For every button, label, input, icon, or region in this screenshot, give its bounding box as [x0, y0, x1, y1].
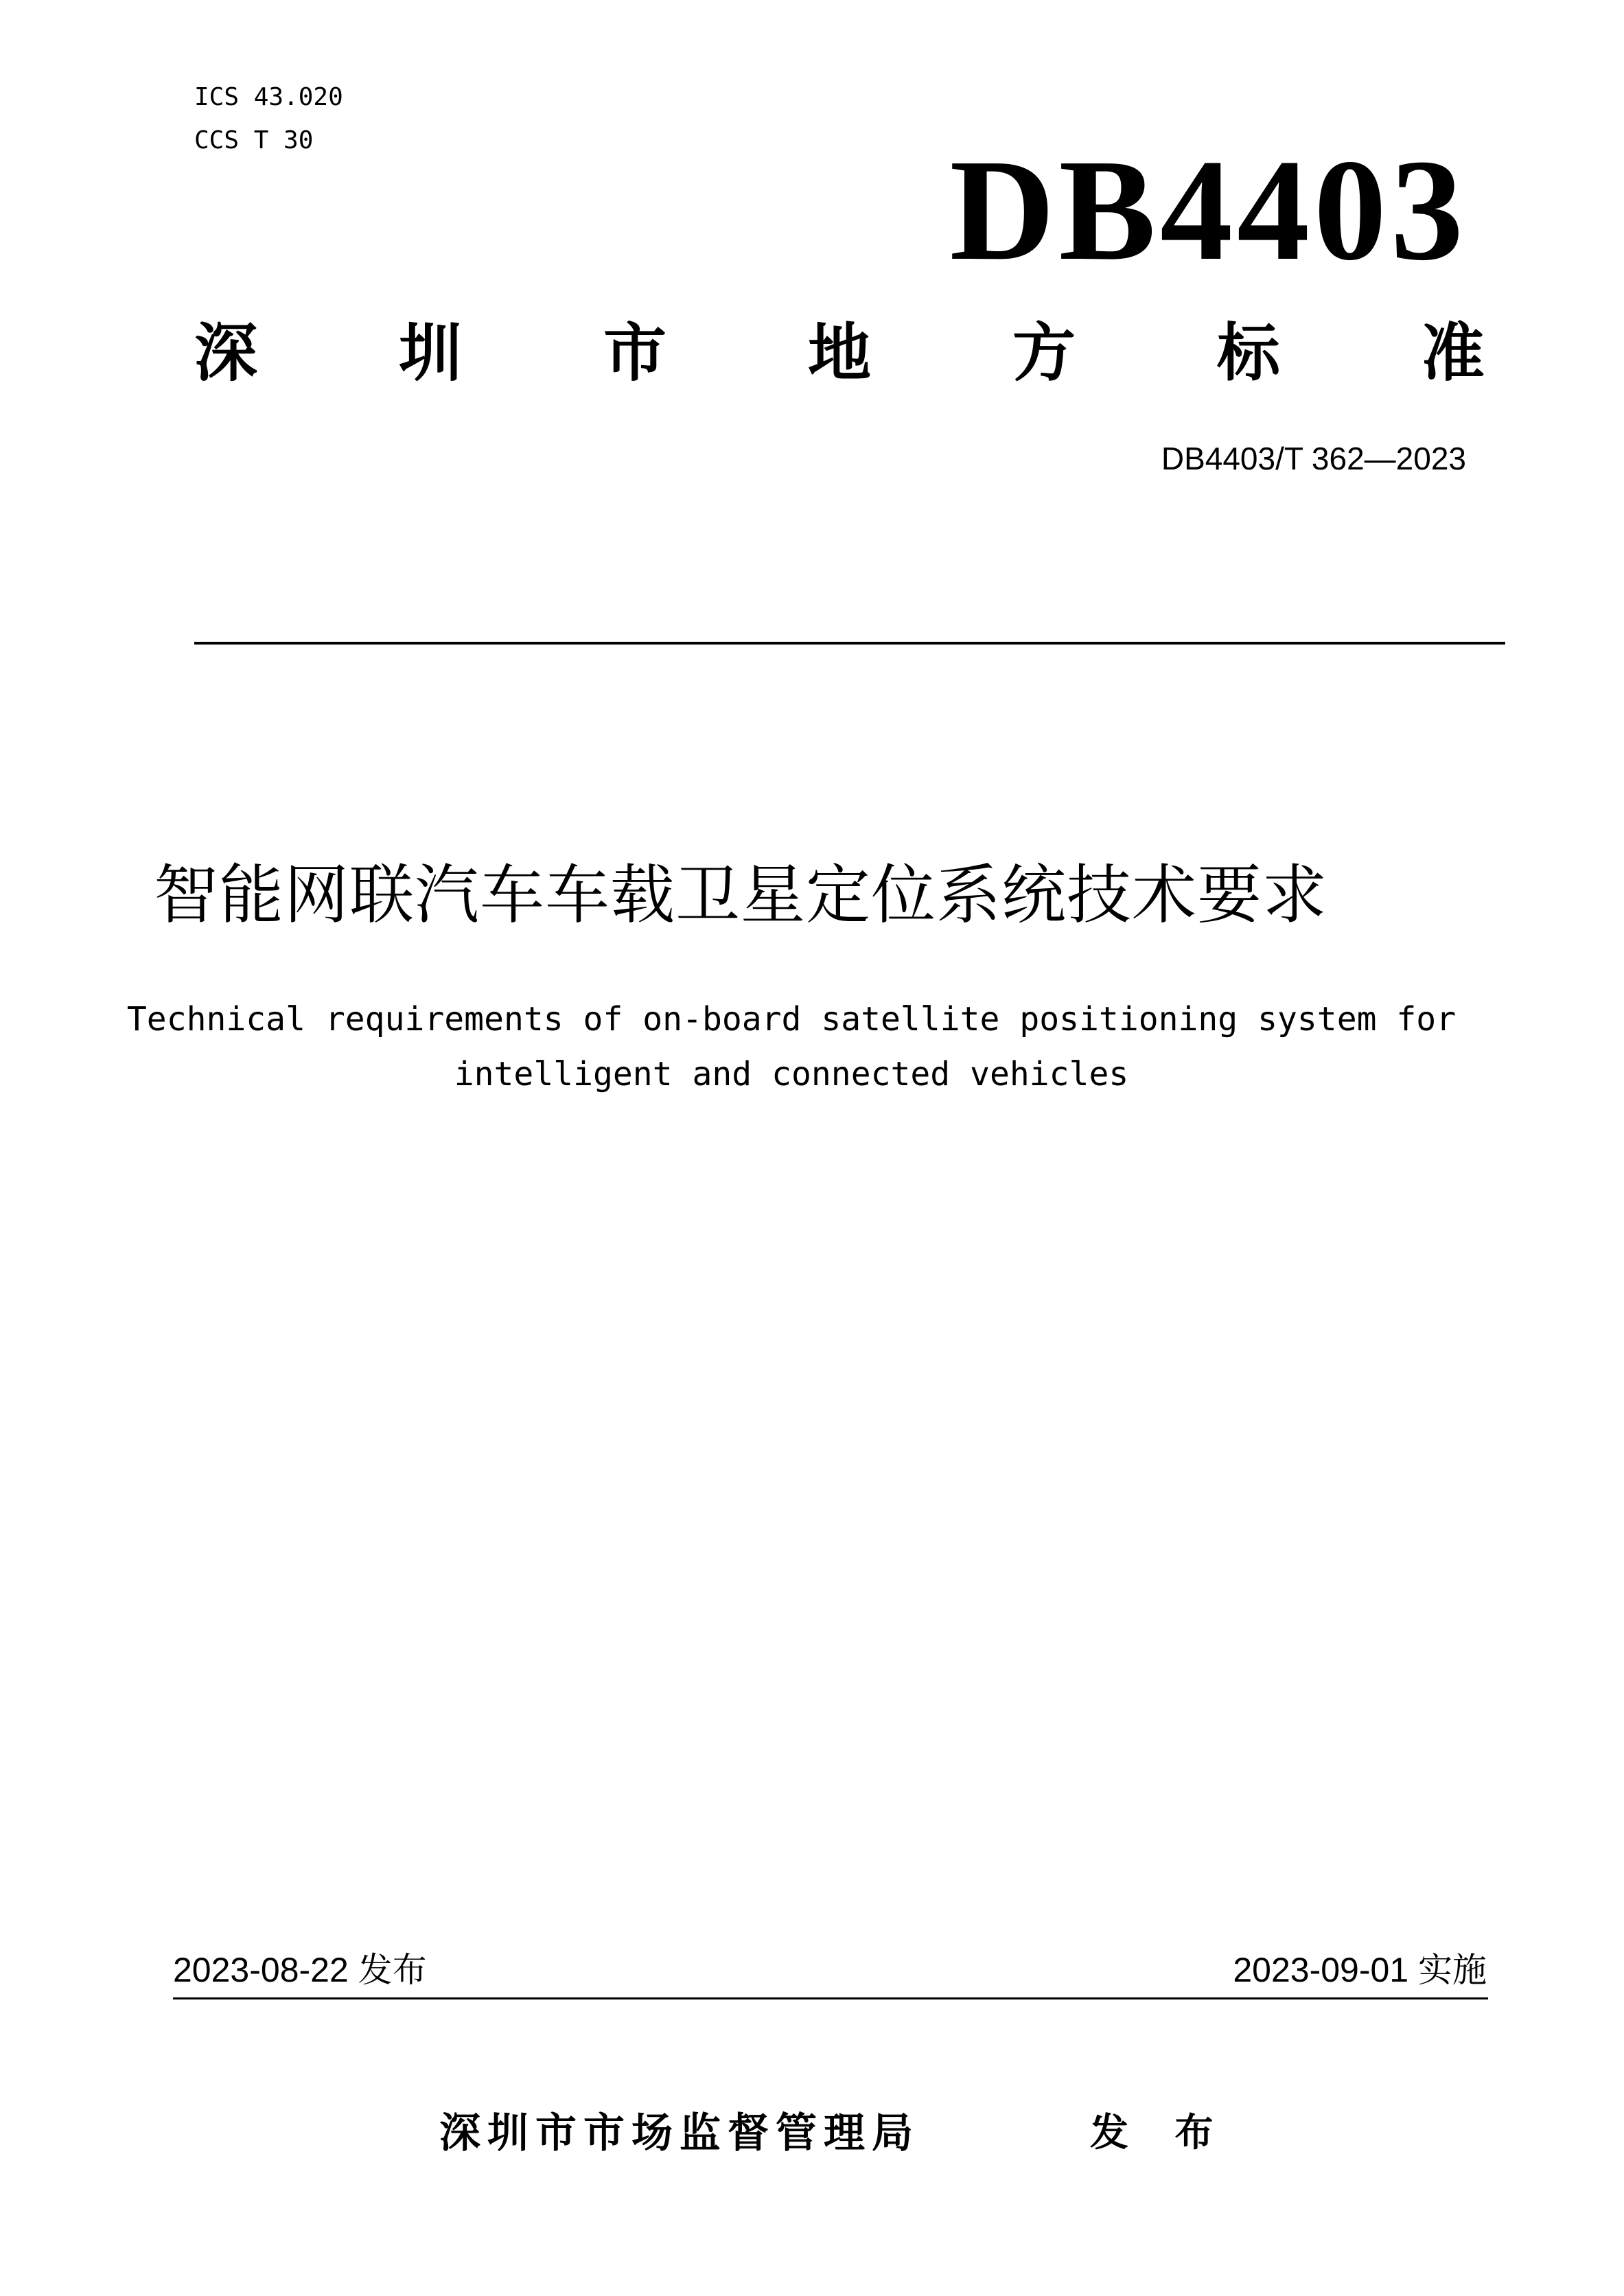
- standard-number: DB4403/T 362—2023: [1161, 441, 1466, 476]
- footer-divider: [173, 1997, 1488, 1999]
- implementation-date: 2023-09-01 实施: [1233, 1951, 1487, 1989]
- standard-type: [194, 312, 1485, 395]
- standard-type-char: 标: [1216, 316, 1280, 390]
- title-english-line2: intelligent and connected vehicles: [454, 1055, 1129, 1093]
- ccs-code: CCS T 30: [194, 126, 314, 154]
- standard-type-char: 市: [603, 316, 666, 390]
- standard-logo: DB4403: [949, 129, 1468, 290]
- publish-label: 发 布: [1090, 2111, 1230, 2155]
- ics-code: ICS 43.020: [194, 83, 343, 111]
- title-english-line1: Technical requirements of on-board satellite positioning system for: [126, 1000, 1457, 1039]
- header-divider: [194, 642, 1505, 645]
- publish-date: 2023-08-22 发布: [173, 1951, 427, 1989]
- standard-type-char: 深: [194, 316, 258, 390]
- standard-type-char: 方: [1012, 316, 1076, 390]
- standard-type-char: 圳: [398, 316, 462, 390]
- standard-type-char: 地: [807, 316, 871, 390]
- standard-type-char: 准: [1421, 316, 1485, 390]
- publisher-name: 深圳市市场监督管理局: [439, 2109, 920, 2157]
- title-chinese: 智能网联汽车车载卫星定位系统技术要求: [154, 858, 1328, 933]
